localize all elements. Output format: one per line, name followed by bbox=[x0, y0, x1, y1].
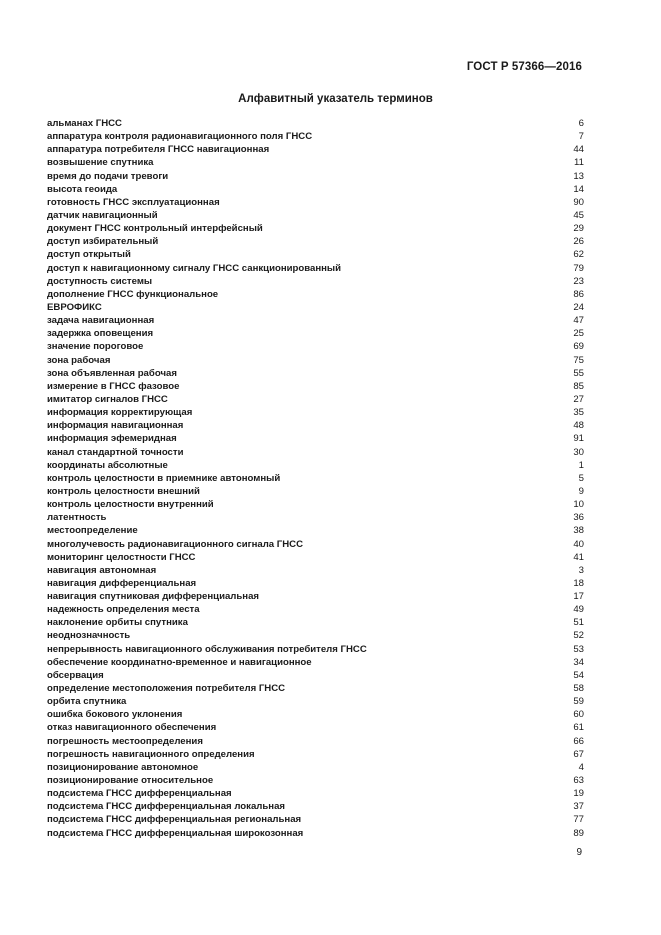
index-entry bbox=[47, 235, 584, 248]
index-entry bbox=[47, 721, 584, 734]
index-entry bbox=[47, 629, 584, 642]
index-page-ref: 19 bbox=[573, 788, 584, 800]
index-entry bbox=[47, 787, 584, 800]
index-page-ref: 60 bbox=[573, 709, 584, 721]
index-page-ref: 10 bbox=[573, 499, 584, 511]
index-term: контроль целостности внутренний bbox=[47, 499, 214, 511]
index-page-ref: 29 bbox=[573, 223, 584, 235]
index-page-ref: 34 bbox=[573, 656, 584, 668]
index-page-ref: 54 bbox=[573, 669, 584, 681]
index-entry bbox=[47, 143, 584, 156]
index-entry bbox=[47, 262, 584, 275]
index-entry bbox=[47, 419, 584, 432]
index-entry bbox=[47, 275, 584, 288]
index-term: местоопределение bbox=[47, 525, 138, 537]
index-page-ref: 38 bbox=[573, 525, 584, 537]
index-page-ref: 86 bbox=[573, 288, 584, 300]
index-entry bbox=[47, 577, 584, 590]
index-page-ref: 27 bbox=[573, 393, 584, 405]
index-term: наклонение орбиты спутника bbox=[47, 617, 188, 629]
index-page-ref: 67 bbox=[573, 748, 584, 760]
index-term: неоднозначность bbox=[47, 630, 131, 642]
index-term: подсистема ГНСС дифференциальная широкозонная bbox=[47, 827, 304, 839]
index-term: информация навигационная bbox=[47, 420, 184, 432]
index-entry bbox=[47, 432, 584, 445]
index-page-ref: 55 bbox=[573, 367, 584, 379]
index-page-ref: 63 bbox=[573, 775, 584, 787]
index-term: позиционирование автономное bbox=[47, 761, 199, 773]
index-term: имитатор сигналов ГНСС bbox=[47, 393, 168, 405]
index-page-ref: 25 bbox=[573, 328, 584, 340]
index-page-ref: 5 bbox=[578, 472, 584, 484]
index-term: мониторинг целостности ГНСС bbox=[47, 551, 196, 563]
index-page-ref: 51 bbox=[573, 617, 584, 629]
index-term: погрешность местоопределения bbox=[47, 735, 203, 747]
index-term: контроль целостности в приемнике автономный bbox=[47, 472, 281, 484]
index-term: доступ избирательный bbox=[47, 236, 159, 248]
index-entry bbox=[47, 406, 584, 419]
index-term: позиционирование относительное bbox=[47, 775, 214, 787]
index-page-ref: 79 bbox=[573, 262, 584, 274]
index-entry bbox=[47, 446, 584, 459]
index-page-ref: 62 bbox=[573, 249, 584, 261]
index-entry bbox=[47, 524, 584, 537]
index-term: ЕВРОФИКС bbox=[47, 301, 102, 313]
index-page-ref: 6 bbox=[578, 118, 584, 129]
index-term: подсистема ГНСС дифференциальная bbox=[47, 788, 232, 800]
index-entry bbox=[47, 222, 584, 235]
index-term: значение пороговое bbox=[47, 341, 144, 353]
index-term: отказ навигационного обеспечения bbox=[47, 722, 217, 734]
index-entry bbox=[47, 354, 584, 367]
index-page-ref: 4 bbox=[578, 761, 584, 773]
index-entry bbox=[47, 643, 584, 656]
index-page-ref: 11 bbox=[574, 157, 584, 169]
index-page-ref: 77 bbox=[573, 814, 584, 826]
index-entry bbox=[47, 288, 584, 301]
index-entry bbox=[47, 130, 584, 143]
index-entry bbox=[47, 603, 584, 616]
index-term: высота геоида bbox=[47, 183, 118, 195]
index-page-ref: 41 bbox=[573, 551, 584, 563]
index-page-ref: 17 bbox=[573, 591, 584, 603]
index-page-ref: 49 bbox=[573, 604, 584, 616]
index-entry bbox=[47, 564, 584, 577]
index-term: непрерывность навигационного обслуживания потребителя ГНСС bbox=[47, 643, 367, 655]
index-page-ref: 23 bbox=[573, 275, 584, 287]
index-entry bbox=[47, 248, 584, 261]
index-entry bbox=[47, 170, 584, 183]
index-page-ref: 24 bbox=[573, 301, 584, 313]
index-term: ошибка бокового уклонения bbox=[47, 709, 183, 721]
index-entry bbox=[47, 695, 584, 708]
index-page-ref: 85 bbox=[573, 380, 584, 392]
index-page-ref: 30 bbox=[573, 446, 584, 458]
index-entry bbox=[47, 327, 584, 340]
index-term: время до подачи тревоги bbox=[47, 170, 169, 182]
index-term: контроль целостности внешний bbox=[47, 485, 200, 497]
index-term: документ ГНСС контрольный интерфейсный bbox=[47, 223, 263, 235]
index-term: возвышение спутника bbox=[47, 157, 154, 169]
index-page-ref: 26 bbox=[573, 236, 584, 248]
index-entry bbox=[47, 393, 584, 406]
index-entry bbox=[47, 472, 584, 485]
index-entry bbox=[47, 183, 584, 196]
index-term: готовность ГНСС эксплуатационная bbox=[47, 196, 220, 208]
index-term: аппаратура контроля радионавигационного поля ГНСС bbox=[47, 131, 313, 143]
index-entry bbox=[47, 511, 584, 524]
index-page-ref: 3 bbox=[578, 564, 584, 576]
index-term: латентность bbox=[47, 512, 107, 524]
index-entry bbox=[47, 380, 584, 393]
index-term: погрешность навигационного определения bbox=[47, 748, 255, 760]
index-entry bbox=[47, 551, 584, 564]
index-term: многолучевость радионавигационного сигнала ГНСС bbox=[47, 538, 304, 550]
index-entry bbox=[47, 656, 584, 669]
index-page-ref: 40 bbox=[573, 538, 584, 550]
index-term: информация корректирующая bbox=[47, 407, 193, 419]
index-term: доступность системы bbox=[47, 275, 153, 287]
index-page-ref: 14 bbox=[573, 183, 584, 195]
index-term: аппаратура потребителя ГНСС навигационная bbox=[47, 144, 270, 156]
document-number: ГОСТ Р 57366—2016 bbox=[466, 61, 582, 73]
index-entry bbox=[47, 196, 584, 209]
index-page-ref: 9 bbox=[578, 485, 584, 497]
index-entry bbox=[47, 774, 584, 787]
index-term: канал стандартной точности bbox=[47, 446, 184, 458]
index-entry bbox=[47, 301, 584, 314]
index-term: измерение в ГНСС фазовое bbox=[47, 380, 180, 392]
index-entry bbox=[47, 340, 584, 353]
index-term: доступ к навигационному сигналу ГНСС санкционированный bbox=[47, 262, 342, 274]
index-entry bbox=[47, 314, 584, 327]
index-term: альманах ГНСС bbox=[47, 118, 122, 129]
index-term: доступ открытый bbox=[47, 249, 131, 261]
index-page-ref: 44 bbox=[573, 144, 584, 156]
index-term: обеспечение координатно-временное и навигационное bbox=[47, 656, 312, 668]
index-entry bbox=[47, 827, 584, 840]
index-page-ref: 58 bbox=[573, 683, 584, 695]
index-entry bbox=[47, 708, 584, 721]
index-term: орбита спутника bbox=[47, 696, 127, 708]
index-entry bbox=[47, 209, 584, 222]
index-entry bbox=[47, 800, 584, 813]
index-page-ref: 47 bbox=[573, 315, 584, 327]
index-page-ref: 90 bbox=[573, 196, 584, 208]
index-term: задержка оповещения bbox=[47, 328, 154, 340]
index-term: координаты абсолютные bbox=[47, 459, 168, 471]
index-page-ref: 66 bbox=[573, 735, 584, 747]
index-term: дополнение ГНСС функциональное bbox=[47, 288, 219, 300]
index-term: навигация спутниковая дифференциальная bbox=[47, 591, 260, 603]
index-page-ref: 45 bbox=[573, 209, 584, 221]
index-entry bbox=[47, 498, 584, 511]
index-page-ref: 52 bbox=[573, 630, 584, 642]
index-page-ref: 1 bbox=[578, 459, 584, 471]
index-entry bbox=[47, 761, 584, 774]
index-title: Алфавитный указатель терминов bbox=[238, 93, 433, 105]
index-term: подсистема ГНСС дифференциальная локальная bbox=[47, 801, 286, 813]
index-term: надежность определения места bbox=[47, 604, 200, 616]
index-term: зона рабочая bbox=[47, 354, 111, 366]
index-page-ref: 48 bbox=[573, 420, 584, 432]
term-index-list bbox=[47, 117, 584, 840]
index-term: навигация автономная bbox=[47, 564, 157, 576]
index-page-ref: 75 bbox=[573, 354, 584, 366]
index-term: задача навигационная bbox=[47, 315, 155, 327]
index-entry bbox=[47, 735, 584, 748]
index-entry bbox=[47, 156, 584, 169]
index-entry bbox=[47, 459, 584, 472]
index-page-ref: 89 bbox=[573, 827, 584, 839]
index-page-ref: 18 bbox=[573, 577, 584, 589]
index-page-ref: 13 bbox=[573, 170, 584, 182]
index-term: зона объявленная рабочая bbox=[47, 367, 177, 379]
index-page-ref: 7 bbox=[578, 131, 584, 143]
index-entry bbox=[47, 616, 584, 629]
index-term: информация эфемеридная bbox=[47, 433, 177, 445]
index-entry bbox=[47, 117, 584, 130]
index-entry bbox=[47, 538, 584, 551]
index-page-ref: 53 bbox=[573, 643, 584, 655]
index-page-ref: 36 bbox=[573, 512, 584, 524]
index-page-ref: 37 bbox=[573, 801, 584, 813]
index-entry bbox=[47, 367, 584, 380]
index-term: подсистема ГНСС дифференциальная региональная bbox=[47, 814, 302, 826]
index-term: обсервация bbox=[47, 669, 104, 681]
page-number: 9 bbox=[576, 847, 582, 858]
index-entry bbox=[47, 669, 584, 682]
index-entry bbox=[47, 485, 584, 498]
index-term: определение местоположения потребителя ГНСС bbox=[47, 683, 286, 695]
index-entry bbox=[47, 682, 584, 695]
index-page-ref: 61 bbox=[573, 722, 584, 734]
index-page-ref: 91 bbox=[573, 433, 584, 445]
index-entry bbox=[47, 813, 584, 826]
index-page-ref: 59 bbox=[573, 696, 584, 708]
index-page-ref: 35 bbox=[573, 407, 584, 419]
index-term: датчик навигационный bbox=[47, 209, 158, 221]
index-entry bbox=[47, 748, 584, 761]
index-entry bbox=[47, 590, 584, 603]
index-term: навигация дифференциальная bbox=[47, 577, 197, 589]
index-page-ref: 69 bbox=[573, 341, 584, 353]
